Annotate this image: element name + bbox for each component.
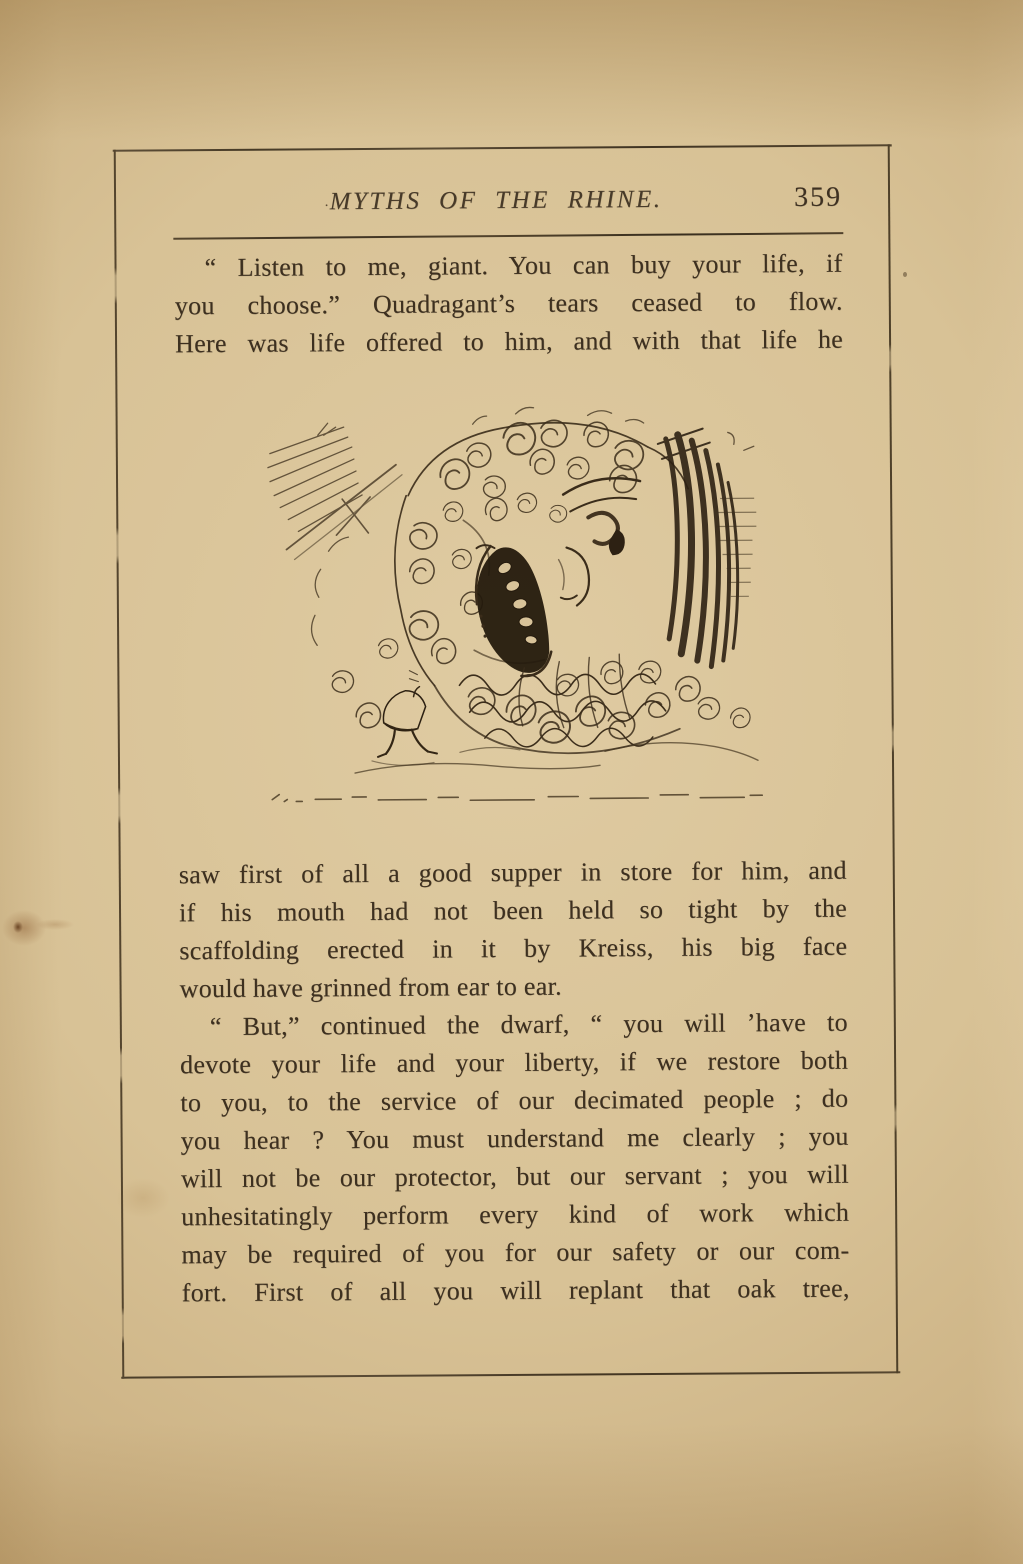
text-line: you hear ? You must understand me clearly ; you: [180, 1121, 849, 1156]
giant-face: [558, 478, 641, 606]
giant-head-engraving: [257, 398, 765, 817]
fox-stain-halo: [2, 910, 46, 946]
ink-speck: [903, 272, 907, 277]
text-line: scaffolding erected in it by Kreiss, his big face: [179, 931, 848, 966]
text-line: will not be our protector, but our servant ; you will: [180, 1159, 849, 1194]
page-border-frame: [114, 144, 899, 1378]
frame-edge-left: [114, 150, 125, 1379]
paragraph-1-continued: [179, 852, 848, 1009]
running-head: [174, 181, 843, 232]
text-line: devote your life and your liberty, if we restore both: [180, 1045, 849, 1080]
frame-edge-top: [113, 144, 892, 151]
text-line: Here was life offered to him, and with that life he: [174, 324, 844, 359]
header-rule: [173, 232, 843, 240]
text-line: may be required of you for our safety or our com-: [181, 1235, 850, 1270]
ground-lines: [272, 742, 762, 802]
fox-stain-core: [13, 921, 23, 933]
running-title: MYTHS OF THE RHINE.: [329, 185, 663, 216]
frame-edge-right: [888, 144, 899, 1373]
text-line: you choose.” Quadragant’s tears ceased to flow.: [174, 286, 843, 321]
text-line: would have grinned from ear to ear.: [179, 971, 562, 1004]
paragraph-2: [180, 1004, 850, 1313]
fox-stain-streak: [36, 919, 74, 930]
text-line: fort. First of all you will replant that oak tree,: [181, 1273, 850, 1308]
giant-beard: [434, 654, 680, 754]
ornament-dot: ·: [324, 198, 330, 215]
text-line: unhesitatingly perform every kind of work which: [181, 1197, 850, 1232]
giant-dark-hair: [658, 428, 739, 667]
frame-edge-bottom: [121, 1371, 900, 1378]
page-number: 359: [793, 181, 843, 213]
text-line: to you, to the service of our decimated people ; do: [180, 1083, 849, 1118]
text-line: “ Listen to me, giant. You can buy your life, if: [204, 248, 843, 283]
background-hatching: [268, 423, 403, 560]
paragraph-1: [174, 245, 843, 364]
text-line: saw first of all a good supper in store for him, and: [178, 855, 847, 890]
text-line: if his mouth had not been held so tight by the: [178, 893, 848, 928]
text-line: “ But,” continued the dwarf, “ you will ’have to: [209, 1007, 848, 1042]
